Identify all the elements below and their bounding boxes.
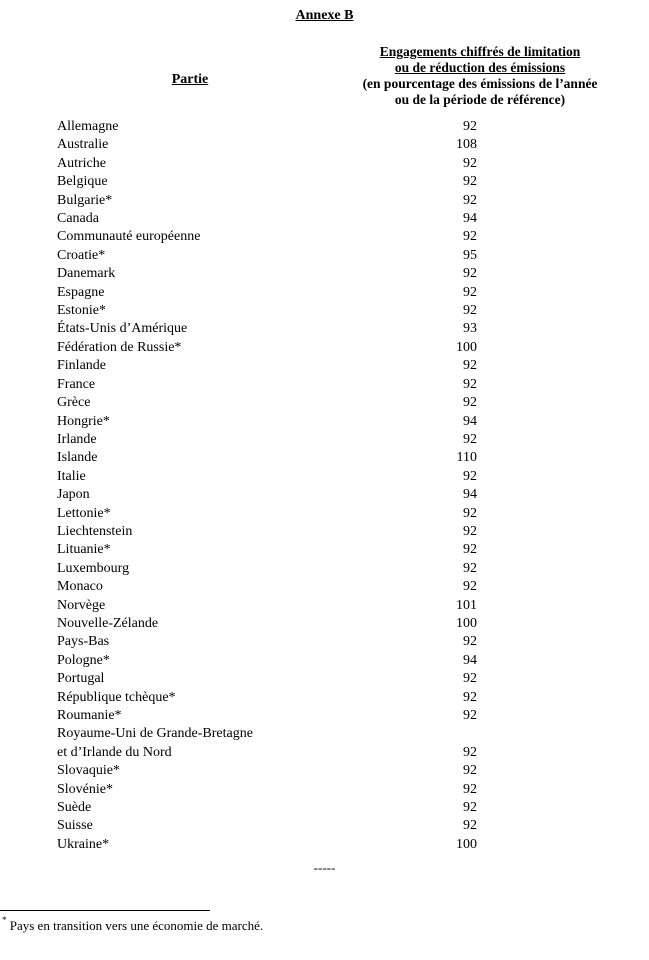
table-row [57,413,497,431]
commitment-value: 92 [463,395,477,411]
table-row [57,781,497,799]
party-name: Islande [57,450,98,466]
party-commitment-table [57,118,497,854]
table-row [57,505,497,523]
commitment-value: 92 [463,266,477,282]
party-name: Australie [57,137,109,153]
commitment-value: 108 [456,137,477,153]
commitment-value: 92 [463,523,477,539]
commitment-value: 92 [463,781,477,797]
commitment-value: 92 [463,303,477,319]
party-column-header: Partie [171,72,209,87]
commitment-value: 92 [463,284,477,300]
party-name: Finlande [57,358,106,374]
party-name: Japon [57,487,90,503]
commitment-value: 92 [463,708,477,723]
party-name: Grèce [57,395,91,411]
footnote-text: Pays en transition vers une économie de marché. [9,918,264,933]
table-row [57,302,497,320]
party-name: Danemark [57,266,116,282]
table-row [57,707,497,725]
party-name: Croatie* [57,247,106,263]
commitment-value: 92 [463,119,477,134]
table-row [57,725,497,762]
party-name: Pologne* [57,652,110,668]
party-name: France [57,376,96,392]
table-row [57,560,497,578]
table-row [57,394,497,412]
commitment-value: 92 [463,818,477,834]
party-name: Slovénie* [57,781,113,797]
table-row [57,284,497,302]
commitment-header-line-2: ou de réduction des émissions [394,60,566,75]
table-row [57,836,497,854]
party-name: Roumanie* [57,708,122,723]
commitment-value: 92 [463,431,477,447]
footnote-mark: * [2,915,7,925]
commitment-value: 92 [463,560,477,576]
table-row [57,320,497,338]
commitment-value: 92 [463,542,477,558]
table-row [57,468,497,486]
table-row [57,817,497,835]
end-marker: ----- [313,860,336,875]
footnote-separator [0,910,210,911]
party-name: Nouvelle-Zélande [57,615,159,631]
table-row [57,670,497,688]
commitment-value: 92 [463,634,477,650]
party-name: Ukraine* [57,836,110,852]
party-name: Suisse [57,818,93,834]
commitment-value: 110 [456,450,477,466]
party-name: Espagne [57,284,105,300]
party-name: Canada [57,211,99,227]
table-row [57,210,497,228]
table-row [57,118,497,136]
table-row [57,136,497,154]
table-row [57,173,497,191]
commitment-value: 92 [463,689,477,705]
table-row [57,265,497,283]
commitment-value: 92 [463,358,477,374]
commitment-value: 93 [463,321,477,337]
party-name: Lituanie* [57,542,111,558]
party-name: Luxembourg [57,560,130,576]
party-name: Fédération de Russie* [57,339,182,355]
party-name: Italie [57,468,86,484]
commitment-value: 100 [456,615,477,631]
party-name: Lettonie* [57,505,111,521]
table-row [57,486,497,504]
party-name: Royaume-Uni de Grande-Bretagne et d’Irlande du Nord [57,726,253,760]
commitment-value: 94 [463,487,477,503]
table-row [57,762,497,780]
commitment-value: 92 [463,468,477,484]
table-row [57,449,497,467]
table-row [57,192,497,210]
party-name: Portugal [57,671,105,687]
footnote [2,915,264,934]
table-row [57,652,497,670]
commitment-header-line-4: ou de la période de référence) [394,92,566,107]
party-name: Autriche [57,155,106,171]
party-name: Slovaquie* [57,763,120,779]
party-name: Belgique [57,174,108,190]
commitment-value: 92 [463,763,477,779]
party-name: Irlande [57,431,97,447]
commitment-value: 92 [463,671,477,687]
table-row [57,523,497,541]
commitment-value: 92 [463,174,477,190]
table-row [57,633,497,651]
table-row [57,578,497,596]
commitment-column-header [330,44,630,108]
party-name: République tchèque* [57,689,176,705]
party-name: Estonie* [57,303,106,319]
commitment-value: 92 [463,155,477,171]
party-name: Liechtenstein [57,523,133,539]
page-title: Annexe B [295,8,354,23]
commitment-value: 94 [463,652,477,668]
table-row [57,155,497,173]
table-row [57,376,497,394]
table-row [57,597,497,615]
table-row [57,339,497,357]
commitment-value: 92 [463,229,477,245]
commitment-value: 101 [456,597,477,613]
table-row [57,689,497,707]
table-row [57,228,497,246]
party-name: Suède [57,800,92,816]
table-row [57,431,497,449]
party-name: Hongrie* [57,413,110,429]
commitment-value: 92 [463,744,477,760]
commitment-value: 92 [463,579,477,595]
party-name: Bulgarie* [57,192,113,208]
commitment-value: 92 [463,800,477,816]
commitment-value: 92 [463,505,477,521]
party-name: Norvège [57,597,106,613]
commitment-value: 100 [456,836,477,852]
table-row [57,247,497,265]
party-name: États-Unis d’Amérique [57,321,188,337]
table-row [57,615,497,633]
table-row [57,541,497,559]
commitment-value: 92 [463,192,477,208]
party-name: Monaco [57,579,103,595]
table-row [57,357,497,375]
commitment-header-line-3: (en pourcentage des émissions de l’année [362,76,598,91]
table-row [57,799,497,817]
party-name: Allemagne [57,119,119,134]
commitment-value: 100 [456,339,477,355]
commitment-value: 94 [463,211,477,227]
commitment-value: 92 [463,376,477,392]
party-name: Communauté européenne [57,229,201,245]
commitment-value: 95 [463,247,477,263]
party-name: Pays-Bas [57,634,110,650]
commitment-value: 94 [463,413,477,429]
commitment-header-line-1: Engagements chiffrés de limitation [379,44,581,59]
